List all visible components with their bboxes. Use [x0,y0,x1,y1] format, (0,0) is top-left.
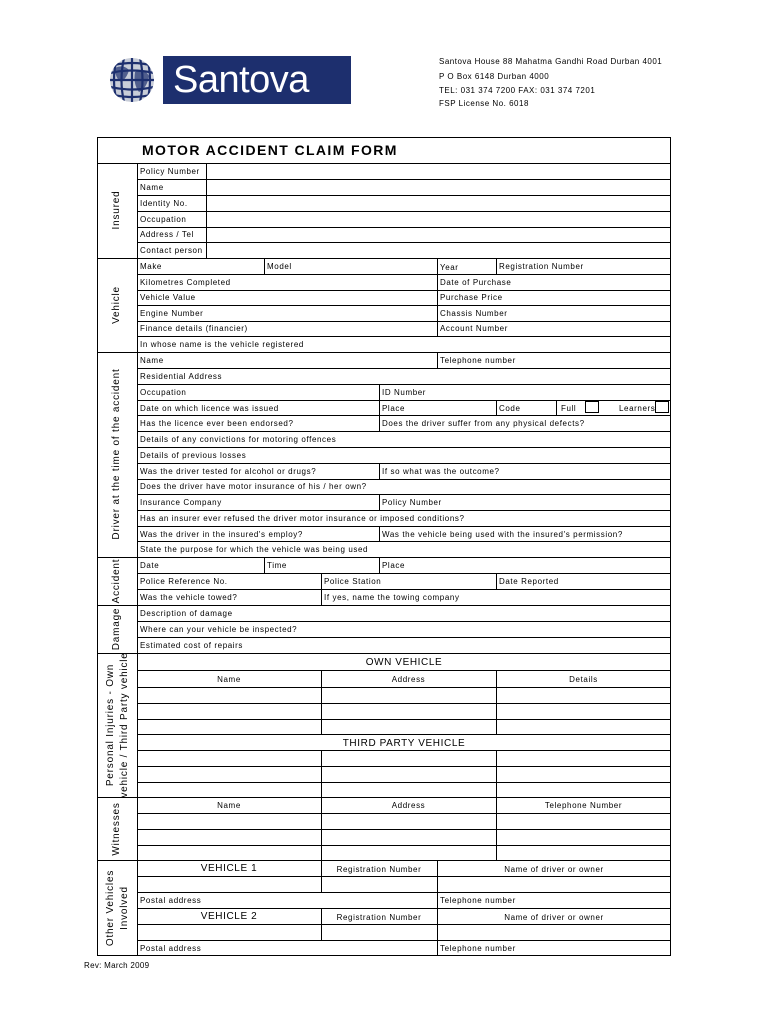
form-title: MOTOR ACCIDENT CLAIM FORM [142,142,398,158]
insured-address-label: Address / Tel [140,230,194,239]
section-witnesses: Witnesses [111,802,122,856]
section-other-line-1: Other Vehicles [105,869,116,947]
other-vehicle-2-telephone: Telephone number [440,944,516,953]
driver-previous-losses-label: Details of previous losses [140,451,247,460]
other-vehicle-1-postal: Postal address [140,896,202,905]
other-vehicle-2-registration: Registration Number [336,913,422,922]
other-vehicle-1-driver: Name of driver or owner [504,865,604,874]
other-vehicle-1-registration: Registration Number [336,865,422,874]
insured-name-field[interactable] [208,180,670,194]
accident-place-label: Place [382,561,406,570]
section-damage: Damage [111,607,122,651]
company-address-line-1: Santova House 88 Mahatma Gandhi Road Durban 4001 [439,57,663,66]
vehicle-model-label: Model [267,262,292,271]
driver-licence-date-label: Date on which licence was issued [140,404,279,413]
witnesses-address-header: Address [391,801,426,810]
other-vehicle-1-telephone: Telephone number [440,896,516,905]
vehicle-value-label: Vehicle Value [140,293,196,302]
driver-telephone-label: Telephone number [440,356,516,365]
section-vehicle: Vehicle [111,286,122,324]
insured-identity-label: Identity No. [140,199,188,208]
vehicle-chassis-number-label: Chassis Number [440,309,508,318]
vehicle-date-of-purchase-label: Date of Purchase [440,278,512,287]
section-driver: Driver at the time of the accident [111,368,122,540]
driver-residential-label: Residential Address [140,372,223,381]
licence-full-checkbox[interactable] [585,401,599,413]
driver-outcome-label: If so what was the outcome? [382,467,500,476]
globe-icon [107,56,157,104]
driver-refused-label: Has an insurer ever refused the driver motor insurance or imposed conditions? [140,514,465,523]
damage-inspected-label: Where can your vehicle be inspected? [140,625,298,634]
accident-date-label: Date [140,561,160,570]
insured-occupation-field[interactable] [208,212,670,226]
accident-towed-label: Was the vehicle towed? [140,593,238,602]
insured-name-label: Name [140,183,164,192]
section-insured: Insured [111,190,122,230]
vehicle-engine-number-label: Engine Number [140,309,204,318]
accident-police-station-label: Police Station [324,577,382,586]
vehicle-registration-label: Registration Number [499,262,584,271]
vehicle-make-label: Make [140,262,162,271]
other-vehicle-1-heading: VEHICLE 1 [200,863,258,874]
driver-place-label: Place [382,404,406,413]
driver-full-label: Full [561,404,577,413]
damage-description-label: Description of damage [140,609,233,618]
licence-learners-checkbox[interactable] [655,401,669,413]
driver-policy-number-label: Policy Number [382,498,442,507]
company-address-line-3: TEL: 031 374 7200 FAX: 031 374 7201 [439,86,596,95]
vehicle-account-number-label: Account Number [440,324,508,333]
driver-own-insurance-label: Does the driver have motor insurance of his / her own? [140,482,367,491]
company-address-line-2: P O Box 6148 Durban 4000 [439,72,550,81]
other-vehicle-2-driver: Name of driver or owner [504,913,604,922]
logo-wordmark: Santova [173,59,309,101]
driver-code-label: Code [499,404,521,413]
vehicle-year-label: Year [440,263,459,272]
insured-policy-number-field[interactable] [208,164,670,178]
insured-policy-number-label: Policy Number [140,167,200,176]
driver-name-label: Name [140,356,164,365]
insured-address-field[interactable] [208,228,670,241]
insured-occupation-label: Occupation [140,215,187,224]
accident-towing-company-label: If yes, name the towing company [324,593,460,602]
insured-contact-label: Contact person [140,246,203,255]
insured-contact-field[interactable] [208,243,670,257]
company-license: FSP License No. 6018 [439,99,529,108]
accident-date-reported-label: Date Reported [499,577,559,586]
witnesses-telephone-header: Telephone Number [544,801,623,810]
driver-purpose-label: State the purpose for which the vehicle was being used [140,545,369,554]
injuries-address-header: Address [391,675,426,684]
vehicle-registered-name-label: In whose name is the vehicle registered [140,340,304,349]
vehicle-kilometres-label: Kilometres Completed [140,278,231,287]
driver-occupation-label: Occupation [140,388,187,397]
section-accident: Accident [111,558,122,604]
company-logo [107,56,351,104]
other-vehicle-2-postal: Postal address [140,944,202,953]
other-vehicle-2-heading: VEHICLE 2 [200,911,258,922]
driver-convictions-label: Details of any convictions for motoring offences [140,435,337,444]
injuries-own-vehicle-heading: OWN VEHICLE [365,657,443,668]
section-other-line-2: Involved [119,886,130,930]
driver-id-number-label: ID Number [382,388,427,397]
driver-insurance-company-label: Insurance Company [140,498,222,507]
revision-note: Rev: March 2009 [84,961,150,970]
injuries-third-party-heading: THIRD PARTY VEHICLE [342,738,466,749]
driver-alcohol-label: Was the driver tested for alcohol or drugs? [140,467,317,476]
driver-employ-label: Was the driver in the insured's employ? [140,530,303,539]
vehicle-purchase-price-label: Purchase Price [440,293,503,302]
injuries-details-header: Details [569,675,598,684]
driver-learners-label: Learners [619,404,656,413]
driver-defects-label: Does the driver suffer from any physical defects? [382,419,585,428]
driver-endorsed-label: Has the licence ever been endorsed? [140,419,294,428]
witnesses-name-header: Name [217,801,241,810]
accident-police-ref-label: Police Reference No. [140,577,228,586]
section-injuries-line-2: vehicle / Third Party vehicle [119,652,130,798]
damage-cost-label: Estimated cost of repairs [140,641,244,650]
section-injuries-line-1: Personal Injuries - Own [105,663,116,787]
injuries-name-header: Name [217,675,241,684]
accident-time-label: Time [267,561,287,570]
driver-permission-label: Was the vehicle being used with the insured's permission? [382,530,623,539]
vehicle-finance-label: Finance details (financier) [140,324,248,333]
insured-identity-field[interactable] [208,196,670,210]
